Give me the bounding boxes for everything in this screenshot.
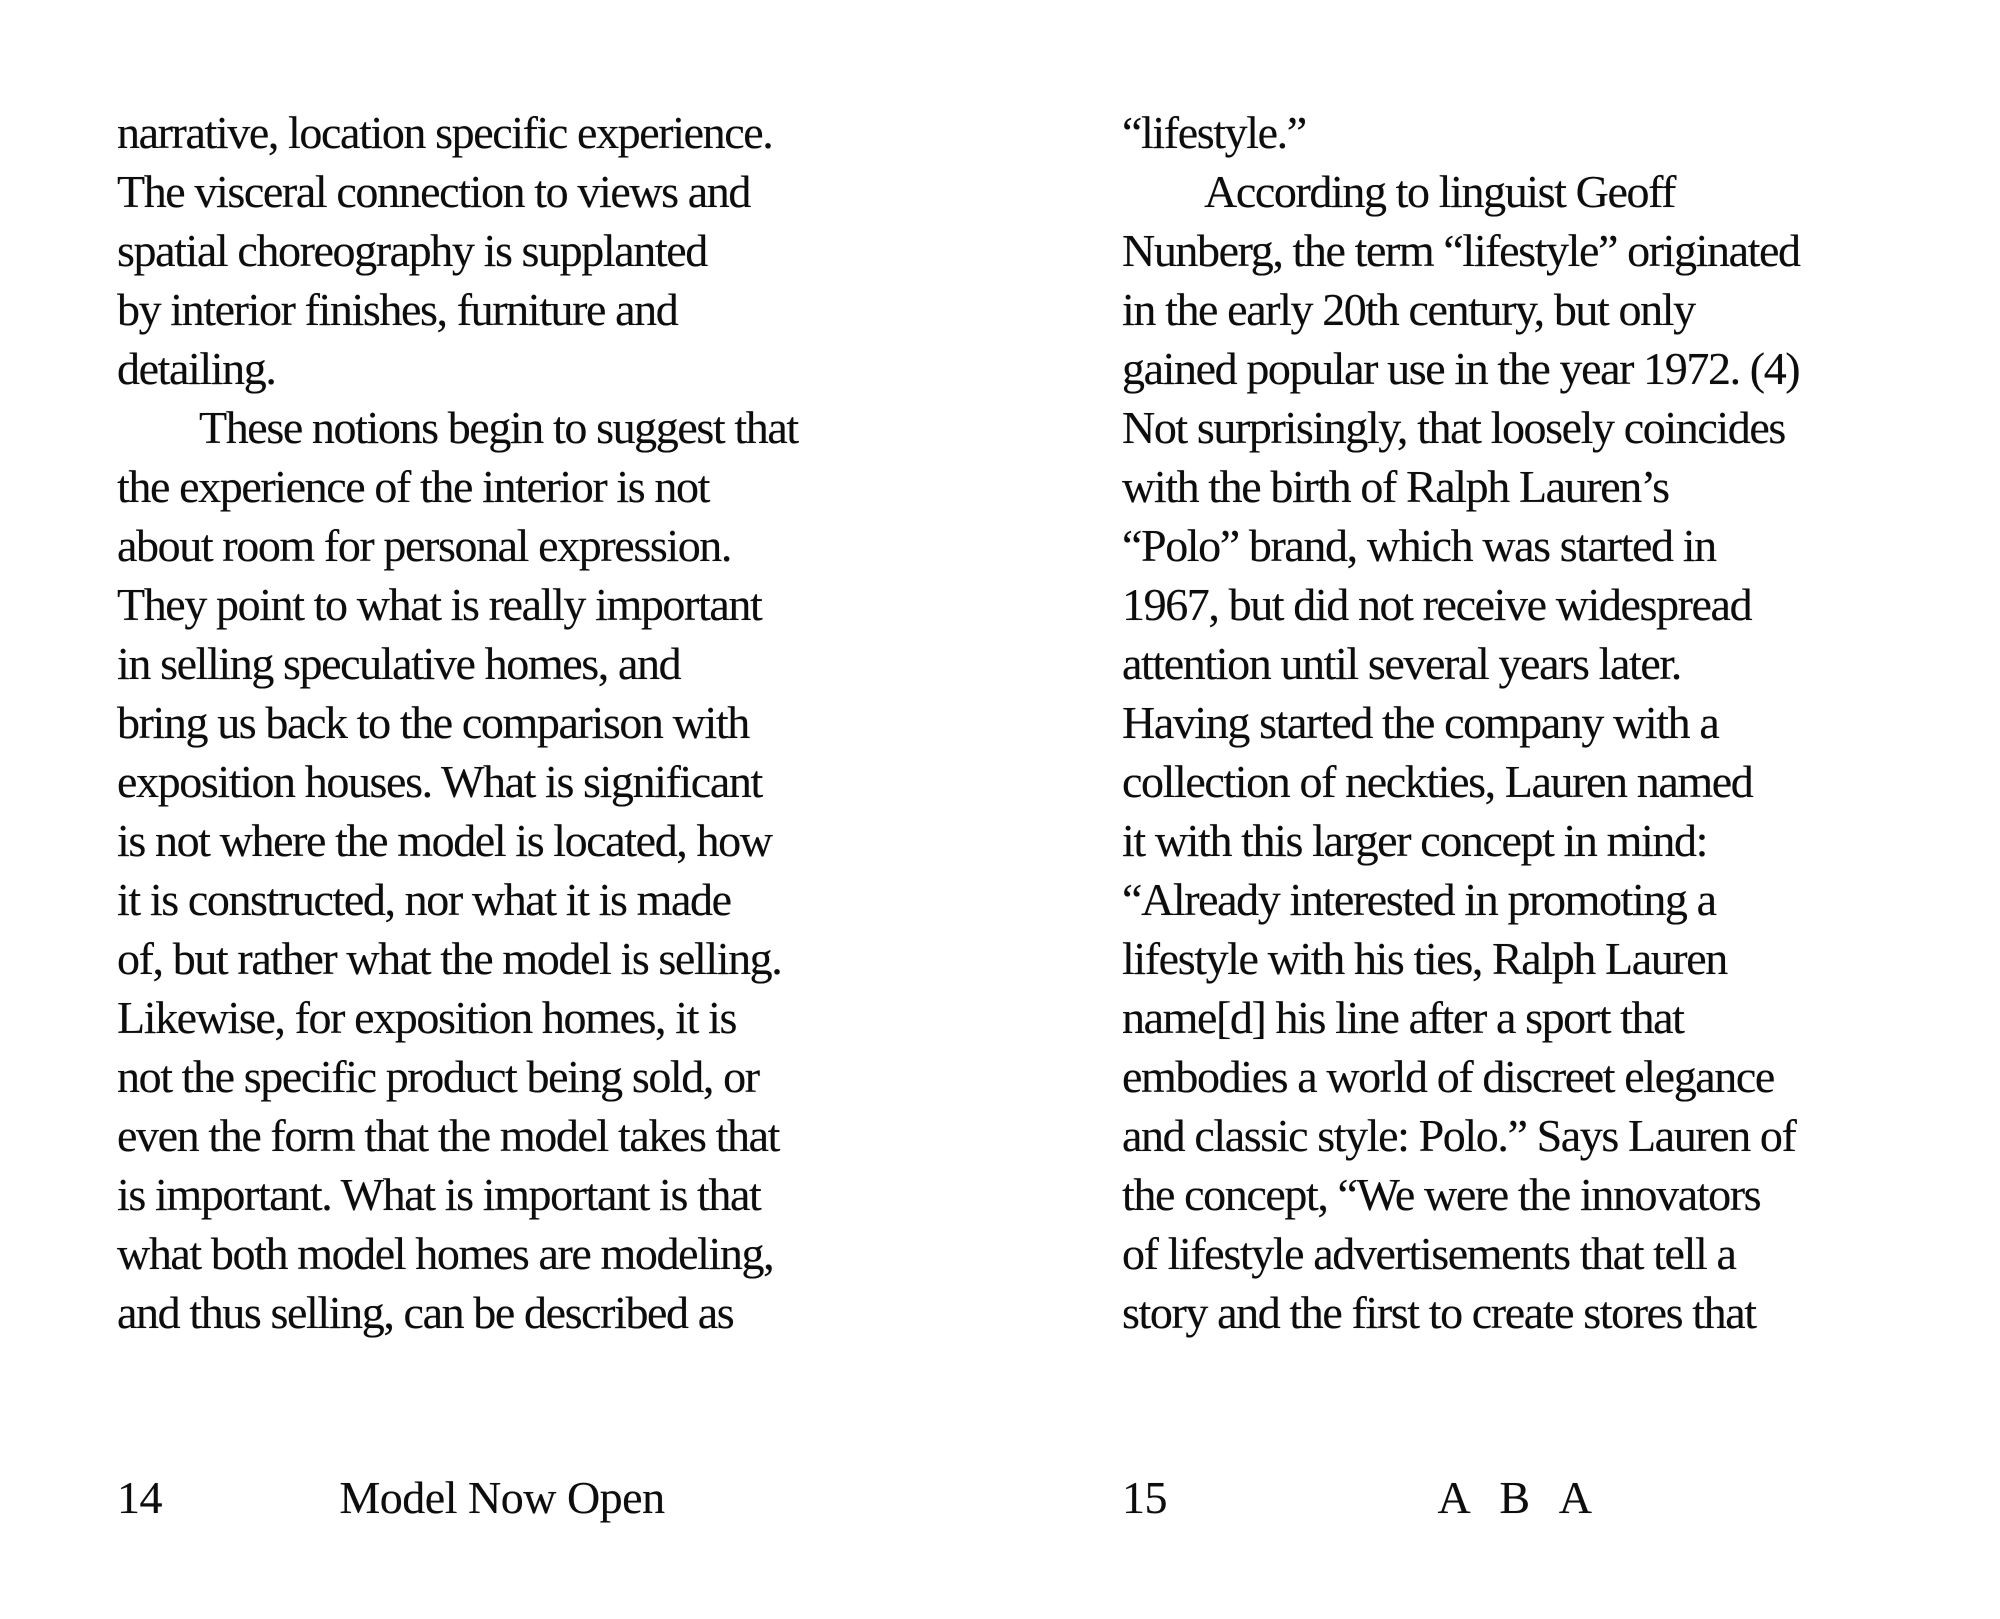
page-right xyxy=(1122,0,1907,1619)
text-line: detailing. xyxy=(117,343,276,394)
text-line: Not surprisingly, that loosely coincides xyxy=(1122,402,1785,453)
text-line: name[d] his line after a sport that xyxy=(1122,992,1684,1043)
text-line: bring us back to the comparison with xyxy=(117,697,749,748)
text-line: by interior finishes, furniture and xyxy=(117,284,678,335)
text-line: the concept, “We were the innovators xyxy=(1122,1169,1761,1220)
text-line: in the early 20th century, but only xyxy=(1122,284,1695,335)
text-line: is not where the model is located, how xyxy=(117,815,772,866)
text-line: “lifestyle.” xyxy=(1122,107,1306,158)
text-line: Nunberg, the term “lifestyle” originated xyxy=(1122,225,1800,276)
text-line: They point to what is really important xyxy=(117,579,762,630)
text-line: about room for personal expression. xyxy=(117,520,732,571)
text-line: Having started the company with a xyxy=(1122,697,1719,748)
text-line: not the specific product being sold, or xyxy=(117,1051,759,1102)
page-left xyxy=(117,0,887,1619)
text-line: with the birth of Ralph Lauren’s xyxy=(1122,461,1669,512)
text-line: story and the first to create stores that xyxy=(1122,1287,1756,1338)
text-line: and thus selling, can be described as xyxy=(117,1287,734,1338)
text-line: is important. What is important is that xyxy=(117,1169,761,1220)
page-number-left: 14 xyxy=(117,1472,162,1523)
text-line: spatial choreography is supplanted xyxy=(117,225,707,276)
text-line: attention until several years later. xyxy=(1122,638,1681,689)
text-line: collection of neckties, Lauren named xyxy=(1122,756,1753,807)
page-right-text-column xyxy=(1122,103,1800,1342)
text-line: even the form that the model takes that xyxy=(117,1110,779,1161)
text-line: it is constructed, nor what it is made xyxy=(117,874,731,925)
text-line: of lifestyle advertisements that tell a xyxy=(1122,1228,1736,1279)
text-line: it with this larger concept in mind: xyxy=(1122,815,1707,866)
text-line: exposition houses. What is significant xyxy=(117,756,762,807)
text-line: According to linguist Geoff xyxy=(1204,166,1676,217)
page-number-right: 15 xyxy=(1122,1472,1167,1523)
text-line: 1967, but did not receive widespread xyxy=(1122,579,1752,630)
text-line: These notions begin to suggest that xyxy=(199,402,798,453)
text-line: The visceral connection to views and xyxy=(117,166,750,217)
text-line: of, but rather what the model is selling. xyxy=(117,933,782,984)
page-left-text-column xyxy=(117,103,798,1342)
text-line: embodies a world of discreet elegance xyxy=(1122,1051,1774,1102)
text-line: gained popular use in the year 1972. (4) xyxy=(1122,343,1800,394)
text-line: “Polo” brand, which was started in xyxy=(1122,520,1716,571)
text-line: what both model homes are modeling, xyxy=(117,1228,774,1279)
running-title-right: A B A xyxy=(1437,1472,1592,1523)
text-line: Likewise, for exposition homes, it is xyxy=(117,992,736,1043)
text-line: and classic style: Polo.” Says Lauren of xyxy=(1122,1110,1796,1161)
text-line: in selling speculative homes, and xyxy=(117,638,681,689)
text-line: narrative, location specific experience. xyxy=(117,107,773,158)
text-line: “Already interested in promoting a xyxy=(1122,874,1716,925)
text-line: lifestyle with his ties, Ralph Lauren xyxy=(1122,933,1727,984)
running-title-left: Model Now Open xyxy=(339,1472,665,1523)
text-line: the experience of the interior is not xyxy=(117,461,709,512)
